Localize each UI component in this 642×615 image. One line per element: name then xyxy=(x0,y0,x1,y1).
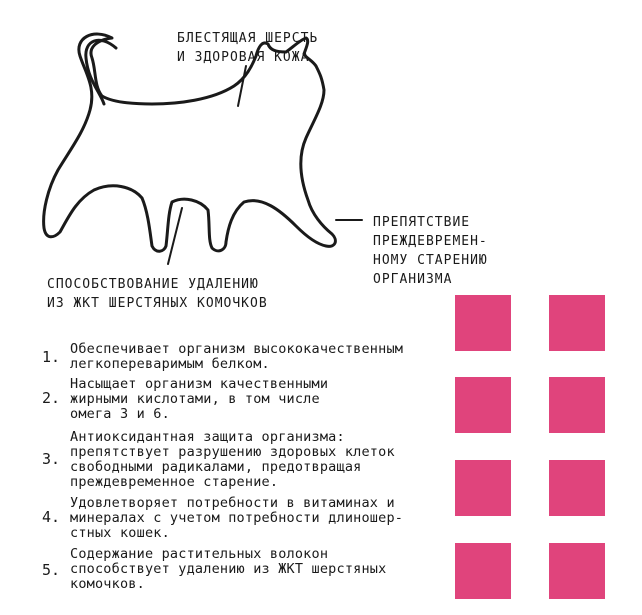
benefit-text: Удовлетворяет потребности в витаминах и минералах с учетом потребности длиношер- стных кошек. xyxy=(70,495,404,541)
accent-square xyxy=(455,377,511,433)
benefit-number: 4. xyxy=(42,508,61,526)
accent-square xyxy=(549,543,605,599)
accent-square xyxy=(455,295,511,351)
accent-square xyxy=(455,460,511,516)
benefit-text: Содержание растительных волокон способствует удалению из ЖКТ шерстяных комочков. xyxy=(70,546,387,592)
accent-square xyxy=(549,377,605,433)
benefit-number: 1. xyxy=(42,348,61,366)
benefit-number: 2. xyxy=(42,389,61,407)
benefit-text: Антиоксидантная защита организма: препятствует разрушению здоровых клеток свободными радикалами, предотвращая преждевременное старение. xyxy=(70,429,395,490)
annotation-anti-aging: ПРЕПЯТСТВИЕ ПРЕЖДЕВРЕМЕН- НОМУ СТАРЕНИЮ ОРГАНИЗМА xyxy=(373,215,488,287)
annotation-shiny-coat: БЛЕСТЯЩАЯ ШЕРСТЬ И ЗДОРОВАЯ КОЖА xyxy=(177,31,319,65)
benefit-number: 3. xyxy=(42,450,61,468)
cat-outline-illustration xyxy=(0,0,642,300)
accent-square xyxy=(549,295,605,351)
annotation-hairball-removal: СПОСОБСТВОВАНИЕ УДАЛЕНИЮ ИЗ ЖКТ ШЕРСТЯНЫХ КОМОЧКОВ xyxy=(47,277,268,311)
accent-square xyxy=(455,543,511,599)
benefit-text: Насыщает организм качественными жирными кислотами, в том числе омега 3 и 6. xyxy=(70,376,329,422)
coat-pointer xyxy=(238,66,246,106)
benefit-text: Обеспечивает организм высококачественным легкопереваримым белком. xyxy=(70,341,404,372)
benefit-number: 5. xyxy=(42,561,61,579)
accent-square xyxy=(549,460,605,516)
